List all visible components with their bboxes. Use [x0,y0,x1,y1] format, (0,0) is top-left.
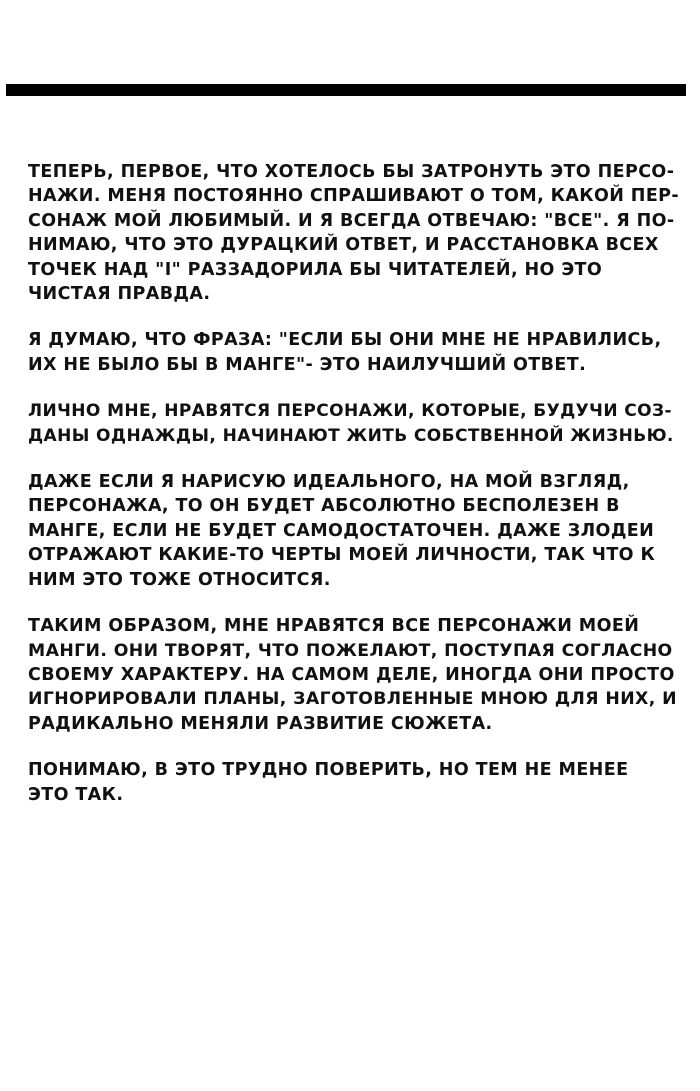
text-line: ЛИЧНО МНЕ, НРАВЯТСЯ ПЕРСОНАЖИ, КОТОРЫЕ, БУДУЧИ СОЗ- [28,401,672,422]
paragraph [28,399,680,448]
text-line: ДАЖЕ ЕСЛИ Я НАРИСУЮ ИДЕАЛЬНОГО, НА МОЙ ВЗГЛЯД, [28,472,630,493]
paragraph [28,614,680,736]
text-line: ПЕРСОНАЖА, ТО ОН БУДЕТ АБСОЛЮТНО БЕСПОЛЕЗЕН В [28,496,620,517]
text-line: НИМ ЭТО ТОЖЕ ОТНОСИТСЯ. [28,569,331,590]
top-divider-bar [6,84,686,96]
text-line: ПОНИМАЮ, В ЭТО ТРУДНО ПОВЕРИТЬ, НО ТЕМ НЕ МЕНЕЕ [28,760,629,781]
text-line: РАДИКАЛЬНО МЕНЯЛИ РАЗВИТИЕ СЮЖЕТА. [28,713,493,734]
paragraph [28,758,680,807]
text-line: ЧИСТАЯ ПРАВДА. [28,284,211,305]
text-line: Я ДУМАЮ, ЧТО ФРАЗА: "ЕСЛИ БЫ ОНИ МНЕ НЕ НРАВИЛИСЬ, [28,330,662,351]
paragraph [28,470,680,592]
text-line: ДАНЫ ОДНАЖДЫ, НАЧИНАЮТ ЖИТЬ СОБСТВЕННОЙ ЖИЗНЬЮ. [28,425,674,446]
text-line: СОНАЖ МОЙ ЛЮБИМЫЙ. И Я ВСЕГДА ОТВЕЧАЮ: "ВСЕ". Я ПО- [28,210,675,231]
text-line: НАЖИ. МЕНЯ ПОСТОЯННО СПРАШИВАЮТ О ТОМ, КАКОЙ ПЕР- [28,186,680,207]
paragraph [28,160,680,306]
text-line: МАНГИ. ОНИ ТВОРЯТ, ЧТО ПОЖЕЛАЮТ, ПОСТУПАЯ СОГЛАСНО [28,640,673,661]
text-line: ТАКИМ ОБРАЗОМ, МНЕ НРАВЯТСЯ ВСЕ ПЕРСОНАЖИ МОЕЙ [28,616,640,637]
text-line: ТОЧЕК НАД "I" РАЗЗАДОРИЛА БЫ ЧИТАТЕЛЕЙ, НО ЭТО [28,259,603,280]
text-line: ИГНОРИРОВАЛИ ПЛАНЫ, ЗАГОТОВЛЕННЫЕ МНОЮ ДЛЯ НИХ, И [28,689,677,710]
text-line: ОТРАЖАЮТ КАКИЕ-ТО ЧЕРТЫ МОЕЙ ЛИЧНОСТИ, ТАК ЧТО К [28,545,656,566]
text-line: СВОЕМУ ХАРАКТЕРУ. НА САМОМ ДЕЛЕ, ИНОГДА ОНИ ПРОСТО [28,664,675,685]
text-block [28,160,680,829]
text-line: ИХ НЕ БЫЛО БЫ В МАНГЕ"- ЭТО НАИЛУЧШИЙ ОТВЕТ. [28,354,587,375]
text-line: ЭТО ТАК. [28,784,124,805]
text-line: МАНГЕ, ЕСЛИ НЕ БУДЕТ САМОДОСТАТОЧЕН. ДАЖЕ ЗЛОДЕИ [28,520,655,541]
text-line: НИМАЮ, ЧТО ЭТО ДУРАЦКИЙ ОТВЕТ, И РАССТАНОВКА ВСЕХ [28,235,659,256]
paragraph [28,328,680,377]
text-line: ТЕПЕРЬ, ПЕРВОЕ, ЧТО ХОТЕЛОСЬ БЫ ЗАТРОНУТЬ ЭТО ПЕРСО- [28,162,675,182]
